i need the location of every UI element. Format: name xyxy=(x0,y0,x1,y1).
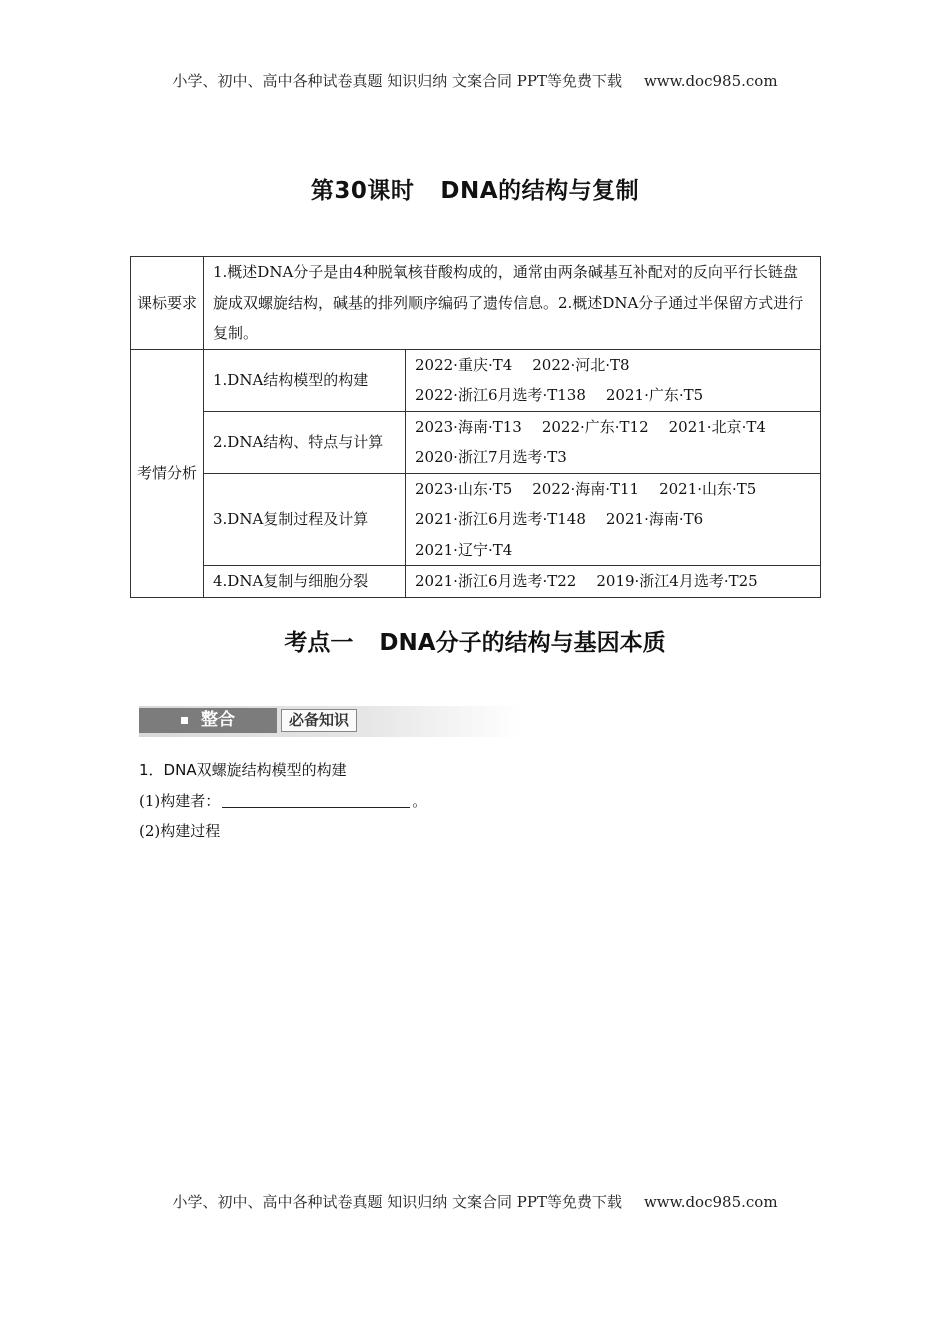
analysis-topic: 2.DNA结构、特点与计算 xyxy=(204,411,406,473)
page-header xyxy=(0,70,950,91)
analysis-refs xyxy=(406,349,821,411)
ref-item: 2021·山东·T5 xyxy=(659,479,757,498)
ref-item: 2020·浙江7月选考·T3 xyxy=(415,448,567,466)
header-site-link[interactable]: www.doc985.com xyxy=(643,72,778,90)
analysis-row-3 xyxy=(131,473,821,566)
ref-item: 2021·浙江6月选考·T22 xyxy=(415,572,577,590)
analysis-refs xyxy=(406,566,821,598)
banner-main-label: 整合 xyxy=(201,710,235,730)
item-builder xyxy=(139,790,427,811)
standard-text: 1.概述DNA分子是由4种脱氧核苷酸构成的，通常由两条碱基互补配对的反向平行长链盘旋成双螺旋结构，碱基的排列顺序编码了遗传信息。2.概述DNA分子通过半保留方式进行复制。 xyxy=(204,257,821,350)
page-footer xyxy=(0,1191,950,1212)
ref-item: 2021·北京·T4 xyxy=(668,417,766,436)
analysis-refs xyxy=(406,473,821,566)
ref-item: 2022·河北·T8 xyxy=(532,355,630,374)
analysis-topic: 1.DNA结构模型的构建 xyxy=(204,349,406,411)
section-heading xyxy=(0,624,950,657)
square-bullet-icon xyxy=(181,717,188,724)
analysis-row-2 xyxy=(131,411,821,473)
builder-suffix: 。 xyxy=(412,792,428,810)
curriculum-table xyxy=(130,256,821,598)
analysis-topic: 3.DNA复制过程及计算 xyxy=(204,473,406,566)
section-label: 考点一 xyxy=(284,630,354,656)
analysis-refs xyxy=(406,411,821,473)
header-text: 小学、初中、高中各种试卷真题 知识归纳 文案合同 PPT等免费下载 xyxy=(172,72,622,90)
ref-item: 2021·辽宁·T4 xyxy=(415,540,513,559)
lesson-topic: DNA的结构与复制 xyxy=(440,178,640,204)
ref-item: 2023·海南·T13 xyxy=(415,417,522,436)
item-process: (2)构建过程 xyxy=(139,822,221,840)
standard-row xyxy=(131,257,821,350)
ref-item: 2022·浙江6月选考·T138 xyxy=(415,386,586,404)
ref-item: 2022·广东·T12 xyxy=(541,417,649,436)
ref-item: 2021·广东·T5 xyxy=(605,386,704,404)
ref-item: 2019·浙江4月选考·T25 xyxy=(596,572,758,590)
footer-text: 小学、初中、高中各种试卷真题 知识归纳 文案合同 PPT等免费下载 xyxy=(172,1193,622,1211)
banner-tag: 必备知识 xyxy=(281,709,357,732)
integration-banner xyxy=(139,706,521,737)
ref-item: 2022·重庆·T4 xyxy=(415,355,513,374)
footer-site-link[interactable]: www.doc985.com xyxy=(643,1193,778,1211)
item-heading: 1．DNA双螺旋结构模型的构建 xyxy=(139,761,347,779)
analysis-row-4 xyxy=(131,566,821,598)
ref-item: 2022·海南·T11 xyxy=(532,479,640,498)
fill-in-blank[interactable] xyxy=(222,791,410,808)
page-title xyxy=(0,172,950,205)
analysis-topic: 4.DNA复制与细胞分裂 xyxy=(204,566,406,598)
ref-item: 2021·浙江6月选考·T148 xyxy=(415,510,586,528)
section-topic: DNA分子的结构与基因本质 xyxy=(379,630,666,656)
standard-label: 课标要求 xyxy=(131,257,204,350)
ref-item: 2023·山东·T5 xyxy=(415,479,513,498)
analysis-row-1 xyxy=(131,349,821,411)
lesson-number: 第30课时 xyxy=(310,178,415,204)
builder-label: (1)构建者： xyxy=(139,792,221,810)
banner-main xyxy=(139,708,277,733)
ref-item: 2021·海南·T6 xyxy=(605,510,704,528)
analysis-label: 考情分析 xyxy=(131,349,204,597)
